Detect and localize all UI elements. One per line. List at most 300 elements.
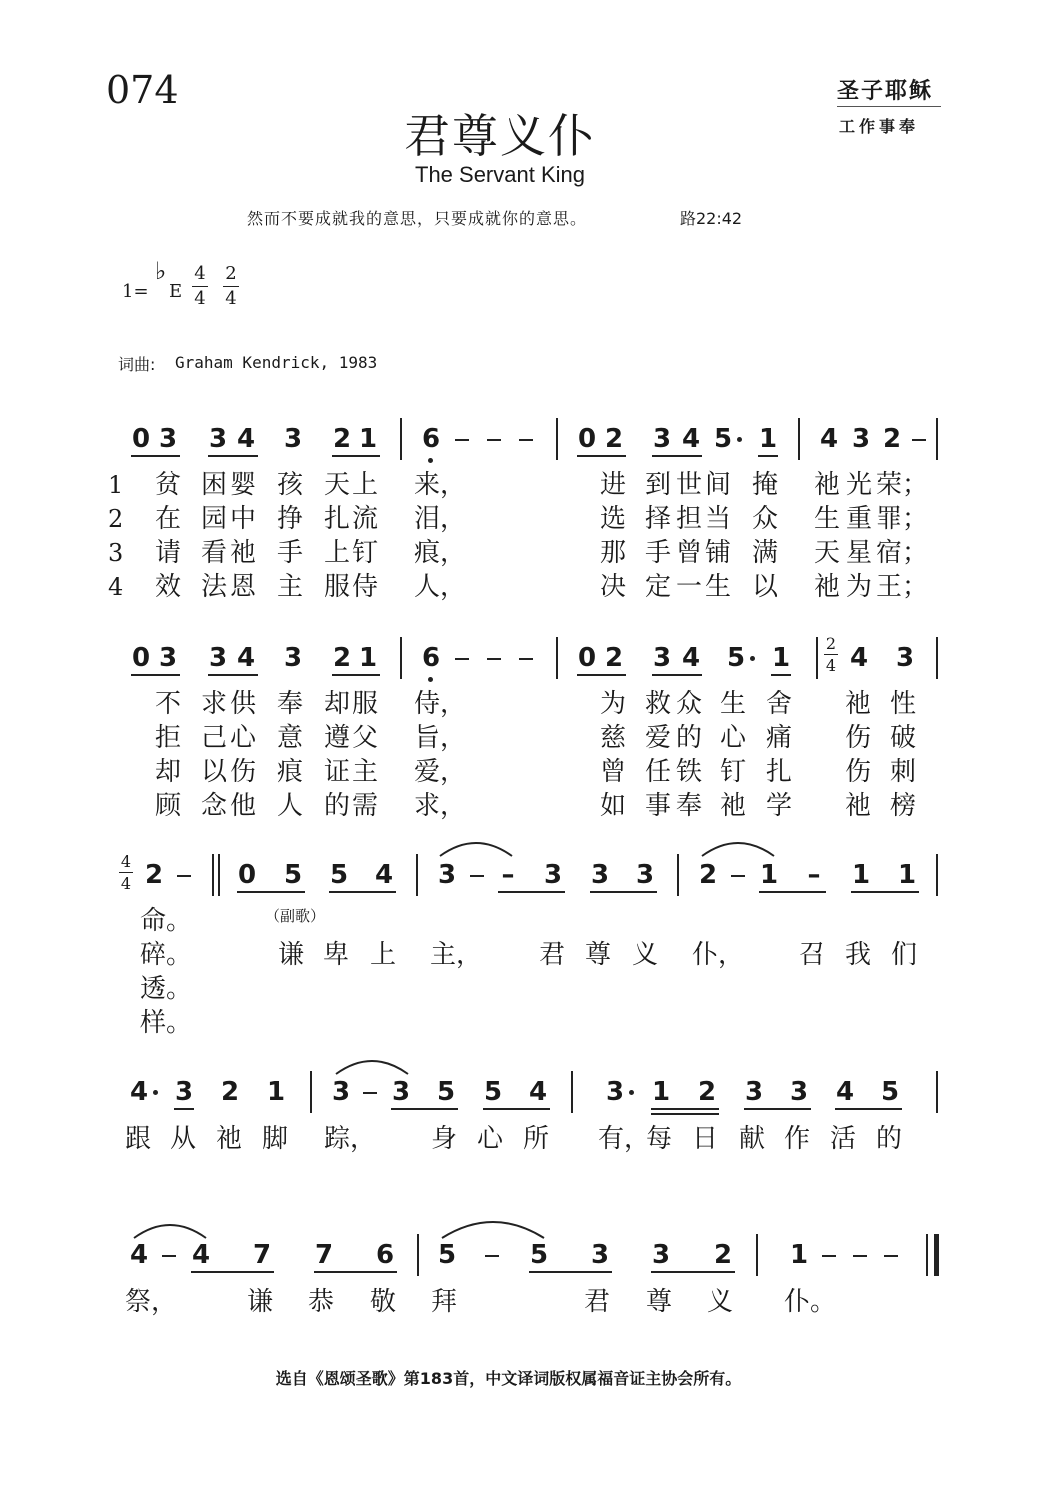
- barline: [571, 1071, 573, 1113]
- low-octave-dot: [428, 458, 433, 463]
- lyric: 奉: [277, 689, 304, 719]
- lyric: 上: [352, 470, 379, 500]
- lyric: 伤: [230, 757, 257, 787]
- lyric: 事: [645, 791, 672, 821]
- hold-dash: [455, 439, 469, 441]
- lyric: 爱，: [414, 757, 467, 787]
- lyric: 谦: [247, 1287, 274, 1317]
- lyric: 效: [155, 572, 182, 602]
- underline: [131, 674, 180, 676]
- time-bottom: 4: [225, 288, 237, 309]
- lyric: 证: [324, 757, 351, 787]
- note: 1: [759, 860, 779, 890]
- note: 7: [252, 1240, 272, 1270]
- lyric: 祂: [845, 791, 872, 821]
- underline: [529, 1271, 612, 1273]
- note: 2: [220, 1077, 240, 1107]
- lyric: 却: [324, 689, 351, 719]
- lyric: 君: [584, 1287, 611, 1317]
- lyric: 心: [230, 723, 257, 753]
- underline: [498, 891, 565, 893]
- note: 4: [681, 643, 701, 673]
- low-octave-dot: [428, 677, 433, 682]
- underline: [332, 674, 380, 676]
- lyric: 看: [201, 538, 228, 568]
- lyric: 贫: [155, 470, 182, 500]
- note: 1: [758, 424, 778, 454]
- barline: [936, 854, 938, 896]
- lyric: 铁: [676, 757, 703, 787]
- note: 5: [436, 1077, 456, 1107]
- lyric: 他: [230, 791, 257, 821]
- lyric: 在: [155, 504, 182, 534]
- lyric: 仆。: [784, 1287, 837, 1317]
- underline: [314, 1271, 397, 1273]
- note: 3: [744, 1077, 764, 1107]
- dotted-note: [153, 1090, 158, 1095]
- note: 1: [358, 643, 378, 673]
- lyric: 选: [600, 504, 627, 534]
- key-prefix: 1=: [122, 281, 149, 302]
- lyric: 学: [766, 791, 793, 821]
- underline: [758, 455, 778, 457]
- footer-note: 选自《恩颂圣歌》第183首，中文译词版权属福音证主协会所有。: [275, 1369, 742, 1388]
- lyric: 定: [645, 572, 672, 602]
- lyric: 满: [752, 538, 779, 568]
- note: 4: [849, 643, 869, 673]
- note: 4: [681, 424, 701, 454]
- lyric: 谦: [278, 940, 305, 970]
- lyric: 奉: [676, 791, 703, 821]
- underline: [483, 1108, 550, 1110]
- lyric: 样。: [140, 1008, 193, 1038]
- lyric: 宿；: [876, 538, 929, 568]
- note: 5: [437, 1240, 457, 1270]
- barline: [677, 854, 679, 896]
- tie-slur: [332, 1054, 412, 1076]
- lyric: 祂: [230, 538, 257, 568]
- note: 3: [605, 1077, 625, 1107]
- underline: [744, 1108, 811, 1110]
- note: 5: [880, 1077, 900, 1107]
- barline: [417, 1234, 419, 1276]
- note: 1: [851, 860, 871, 890]
- dotted-note: [629, 1090, 634, 1095]
- hold-dash: [884, 1255, 898, 1257]
- note: 4: [374, 860, 394, 890]
- lyric: 流: [352, 504, 379, 534]
- lyric: 却: [155, 757, 182, 787]
- note: 4: [835, 1077, 855, 1107]
- note: 1: [789, 1240, 809, 1270]
- verse-number: 4: [108, 573, 124, 601]
- lyric: 上: [324, 538, 351, 568]
- note: 2: [332, 643, 352, 673]
- lyric: 任: [645, 757, 672, 787]
- lyric: 献: [739, 1124, 766, 1154]
- note: 0: [577, 643, 597, 673]
- lyric: 生: [814, 504, 841, 534]
- note: 4: [236, 424, 256, 454]
- lyric: 供: [230, 689, 257, 719]
- note: 3: [208, 424, 228, 454]
- lyric: 担: [676, 504, 703, 534]
- time-bottom: 4: [825, 656, 837, 675]
- note: 4: [819, 424, 839, 454]
- lyric: 天: [324, 470, 351, 500]
- note: 3: [208, 643, 228, 673]
- lyric: 恭: [308, 1287, 335, 1317]
- underline: [851, 891, 919, 893]
- lyric: 不: [155, 689, 182, 719]
- barline: [400, 637, 402, 679]
- note: 3: [635, 860, 655, 890]
- subcategory-label: 工作事奉: [839, 117, 920, 136]
- dotted-note: [737, 437, 742, 442]
- note: 3: [590, 1240, 610, 1270]
- final-barline-thick: [934, 1234, 939, 1276]
- lyric: 拜: [431, 1287, 458, 1317]
- lyric: 以: [752, 572, 779, 602]
- lyric: 每: [646, 1124, 673, 1154]
- lyric: 荣；: [876, 470, 929, 500]
- underline: [174, 1108, 194, 1110]
- note: 5: [713, 424, 733, 454]
- lyric: 需: [352, 791, 379, 821]
- lyric: 踪，: [324, 1124, 377, 1154]
- category-label: 圣子耶稣: [837, 78, 934, 104]
- credits-label: 词曲:: [118, 355, 156, 374]
- note: 3: [895, 643, 915, 673]
- lyric: 如: [600, 791, 627, 821]
- lyric: 一: [676, 572, 703, 602]
- lyric: 进: [600, 470, 627, 500]
- lyric: 王；: [876, 572, 929, 602]
- barline: [798, 418, 800, 460]
- note: 4: [129, 1077, 149, 1107]
- note: 3: [331, 1077, 351, 1107]
- scripture-reference: 路22:42: [680, 209, 743, 228]
- time-top: 4: [194, 263, 206, 284]
- lyric: 恩: [230, 572, 257, 602]
- barline: [936, 1071, 938, 1113]
- barline: [556, 418, 558, 460]
- hold-dash: [487, 439, 501, 441]
- lyric: 曾: [676, 538, 703, 568]
- lyric: 罪；: [876, 504, 929, 534]
- underline: [577, 674, 626, 676]
- lyric: 铺: [705, 538, 732, 568]
- lyric: 痛: [766, 723, 793, 753]
- barline: [212, 854, 214, 896]
- double-underline: [651, 1113, 719, 1115]
- lyric: 园: [201, 504, 228, 534]
- note: 2: [604, 424, 624, 454]
- lyric: 透。: [140, 974, 193, 1004]
- lyric: 尊: [585, 940, 612, 970]
- note: –: [501, 860, 515, 890]
- lyric: 活: [830, 1124, 857, 1154]
- time-signature-4-4: [192, 263, 208, 310]
- hold-dash: [363, 1092, 377, 1094]
- lyric: 仆，: [692, 940, 745, 970]
- lyric: 伤: [845, 757, 872, 787]
- underline: [652, 455, 702, 457]
- lyric: 孩: [277, 470, 304, 500]
- lyric: 星: [846, 538, 873, 568]
- note: 6: [421, 643, 441, 673]
- lyric: 光: [846, 470, 873, 500]
- lyric: 请: [155, 538, 182, 568]
- note: 3: [437, 860, 457, 890]
- lyric: 父: [352, 723, 379, 753]
- note: 3: [174, 1077, 194, 1107]
- lyric: 尊: [646, 1287, 673, 1317]
- note: 3: [158, 643, 178, 673]
- lyric: 义: [632, 940, 659, 970]
- time-top: 2: [225, 263, 237, 284]
- note: 2: [144, 860, 164, 890]
- lyric: 侍，: [414, 689, 467, 719]
- note: 1: [266, 1077, 286, 1107]
- lyric: 世: [676, 470, 703, 500]
- lyric: 择: [645, 504, 672, 534]
- tie-slur: [436, 836, 516, 858]
- note: 2: [713, 1240, 733, 1270]
- lyric: 求，: [414, 791, 467, 821]
- hold-dash: [853, 1255, 867, 1257]
- lyric: 的: [324, 791, 351, 821]
- underline: [208, 455, 258, 457]
- note: 0: [131, 643, 151, 673]
- note: 4: [528, 1077, 548, 1107]
- note: 1: [897, 860, 917, 890]
- credits-name: Graham Kendrick, 1983: [175, 353, 378, 372]
- lyric: 心: [720, 723, 747, 753]
- lyric: 婴: [230, 470, 257, 500]
- note: 0: [237, 860, 257, 890]
- hold-dash: [487, 658, 501, 660]
- hymn-number: 074: [106, 68, 179, 112]
- underline: [332, 455, 380, 457]
- lyric: 扎: [324, 504, 351, 534]
- lyric: 到: [645, 470, 672, 500]
- lyric: 从: [170, 1124, 197, 1154]
- lyric: 刺: [890, 757, 917, 787]
- time-signature-2-4: [824, 634, 838, 675]
- note: 5: [283, 860, 303, 890]
- underline: [759, 891, 826, 893]
- note: 3: [651, 1240, 671, 1270]
- lyric: 服: [352, 689, 379, 719]
- note: 5: [726, 643, 746, 673]
- lyric: 扎: [766, 757, 793, 787]
- lyric: 手: [277, 538, 304, 568]
- lyric: 爱: [645, 723, 672, 753]
- note: 3: [590, 860, 610, 890]
- note: 2: [332, 424, 352, 454]
- lyric: 作: [784, 1124, 811, 1154]
- lyric: 慈: [600, 723, 627, 753]
- note: 4: [236, 643, 256, 673]
- note: 1: [358, 424, 378, 454]
- time-top: 4: [120, 852, 132, 871]
- lyric: 顾: [155, 791, 182, 821]
- note: 1: [651, 1077, 671, 1107]
- lyric: 有，: [598, 1124, 651, 1154]
- time-signature-4-4: [119, 852, 133, 893]
- note: –: [807, 860, 821, 890]
- note: 3: [652, 424, 672, 454]
- lyric: 心: [477, 1124, 504, 1154]
- lyric: 为: [600, 689, 627, 719]
- lyric: 祭，: [125, 1287, 178, 1317]
- lyric: 主，: [430, 940, 483, 970]
- lyric: 来，: [414, 470, 467, 500]
- note: 5: [329, 860, 349, 890]
- lyric: 主: [352, 757, 379, 787]
- hold-dash: [177, 875, 191, 877]
- lyric: 以: [201, 757, 228, 787]
- lyric: 钉: [720, 757, 747, 787]
- section-tag-chorus: （副歌）: [265, 907, 326, 925]
- note: 7: [314, 1240, 334, 1270]
- hold-dash: [731, 875, 745, 877]
- barline: [416, 854, 418, 896]
- lyric: 天: [814, 538, 841, 568]
- barline: [816, 637, 818, 679]
- note: 6: [421, 424, 441, 454]
- lyric: 所: [523, 1124, 550, 1154]
- lyric: 祂: [814, 470, 841, 500]
- hold-dash: [162, 1255, 176, 1257]
- tie-slur: [698, 836, 778, 858]
- lyric: 众: [676, 689, 703, 719]
- barline: [400, 418, 402, 460]
- lyric: 义: [707, 1287, 734, 1317]
- underline: [391, 1108, 458, 1110]
- lyric: 卑: [323, 940, 350, 970]
- lyric: 当: [705, 504, 732, 534]
- verse-number: 2: [108, 505, 124, 533]
- time-top: 2: [825, 634, 837, 653]
- note: 2: [604, 643, 624, 673]
- lyric: 求: [201, 689, 228, 719]
- note: 2: [697, 1077, 717, 1107]
- note: 1: [771, 643, 791, 673]
- lyric: 侍: [352, 572, 379, 602]
- lyric: 间: [705, 470, 732, 500]
- lyric: 痕: [277, 757, 304, 787]
- time-bottom: 4: [120, 874, 132, 893]
- lyric: 主: [277, 572, 304, 602]
- lyric: 挣: [277, 504, 304, 534]
- lyric: 人，: [414, 572, 467, 602]
- lyric: 钉: [352, 538, 379, 568]
- underline: [208, 674, 258, 676]
- hold-dash: [485, 1255, 499, 1257]
- lyric: 中: [230, 504, 257, 534]
- note: 3: [283, 643, 303, 673]
- note: 2: [698, 860, 718, 890]
- lyric: 掩: [752, 470, 779, 500]
- underline: [191, 1271, 274, 1273]
- underline: [651, 1108, 719, 1110]
- category-divider: [837, 106, 941, 107]
- underline: [131, 455, 180, 457]
- note: 2: [882, 424, 902, 454]
- barline: [310, 1071, 312, 1113]
- lyric: 性: [890, 689, 917, 719]
- lyric: 上: [370, 940, 397, 970]
- lyric: 祂: [216, 1124, 243, 1154]
- lyric: 命。: [140, 906, 193, 936]
- lyric: 决: [600, 572, 627, 602]
- lyric: 重: [846, 504, 873, 534]
- lyric: 拒: [155, 723, 182, 753]
- lyric: 我: [845, 940, 872, 970]
- lyric: 们: [891, 940, 918, 970]
- note: 4: [191, 1240, 211, 1270]
- underline: [652, 674, 702, 676]
- note: 6: [375, 1240, 395, 1270]
- lyric: 服: [324, 572, 351, 602]
- lyric: 困: [201, 470, 228, 500]
- barline: [936, 418, 938, 460]
- lyric: 的: [676, 723, 703, 753]
- tie-slur: [438, 1214, 548, 1240]
- lyric: 祂: [845, 689, 872, 719]
- lyric: 那: [600, 538, 627, 568]
- note: 4: [129, 1240, 149, 1270]
- dotted-note: [750, 656, 755, 661]
- hold-dash: [912, 439, 926, 441]
- underline: [771, 674, 791, 676]
- lyric: 旨，: [414, 723, 467, 753]
- key-note: E: [169, 281, 183, 302]
- lyric: 念: [201, 791, 228, 821]
- hold-dash: [519, 439, 533, 441]
- note: 5: [483, 1077, 503, 1107]
- final-barline-thin: [926, 1234, 928, 1276]
- page-title: 君尊义仆: [404, 109, 596, 163]
- lyric: 祂: [814, 572, 841, 602]
- lyric: 泪，: [414, 504, 467, 534]
- barline: [936, 637, 938, 679]
- lyric: 人: [277, 791, 304, 821]
- note: 3: [652, 643, 672, 673]
- underline: [651, 1271, 735, 1273]
- hold-dash: [470, 875, 484, 877]
- underline: [577, 455, 626, 457]
- note: 3: [789, 1077, 809, 1107]
- time-bottom: 4: [194, 288, 206, 309]
- note: 3: [851, 424, 871, 454]
- flat-sign: ♭: [155, 257, 167, 285]
- lyric: 碎。: [140, 940, 193, 970]
- note: 3: [543, 860, 563, 890]
- note: 0: [577, 424, 597, 454]
- lyric: 脚: [262, 1124, 289, 1154]
- time-signature-2-4: [223, 263, 239, 310]
- note: 3: [391, 1077, 411, 1107]
- lyric: 法: [201, 572, 228, 602]
- underline: [835, 1108, 902, 1110]
- lyric: 日: [692, 1124, 719, 1154]
- scripture-text: 然而不要成就我的意思，只要成就你的意思。: [247, 209, 588, 228]
- lyric: 救: [645, 689, 672, 719]
- lyric: 身: [431, 1124, 458, 1154]
